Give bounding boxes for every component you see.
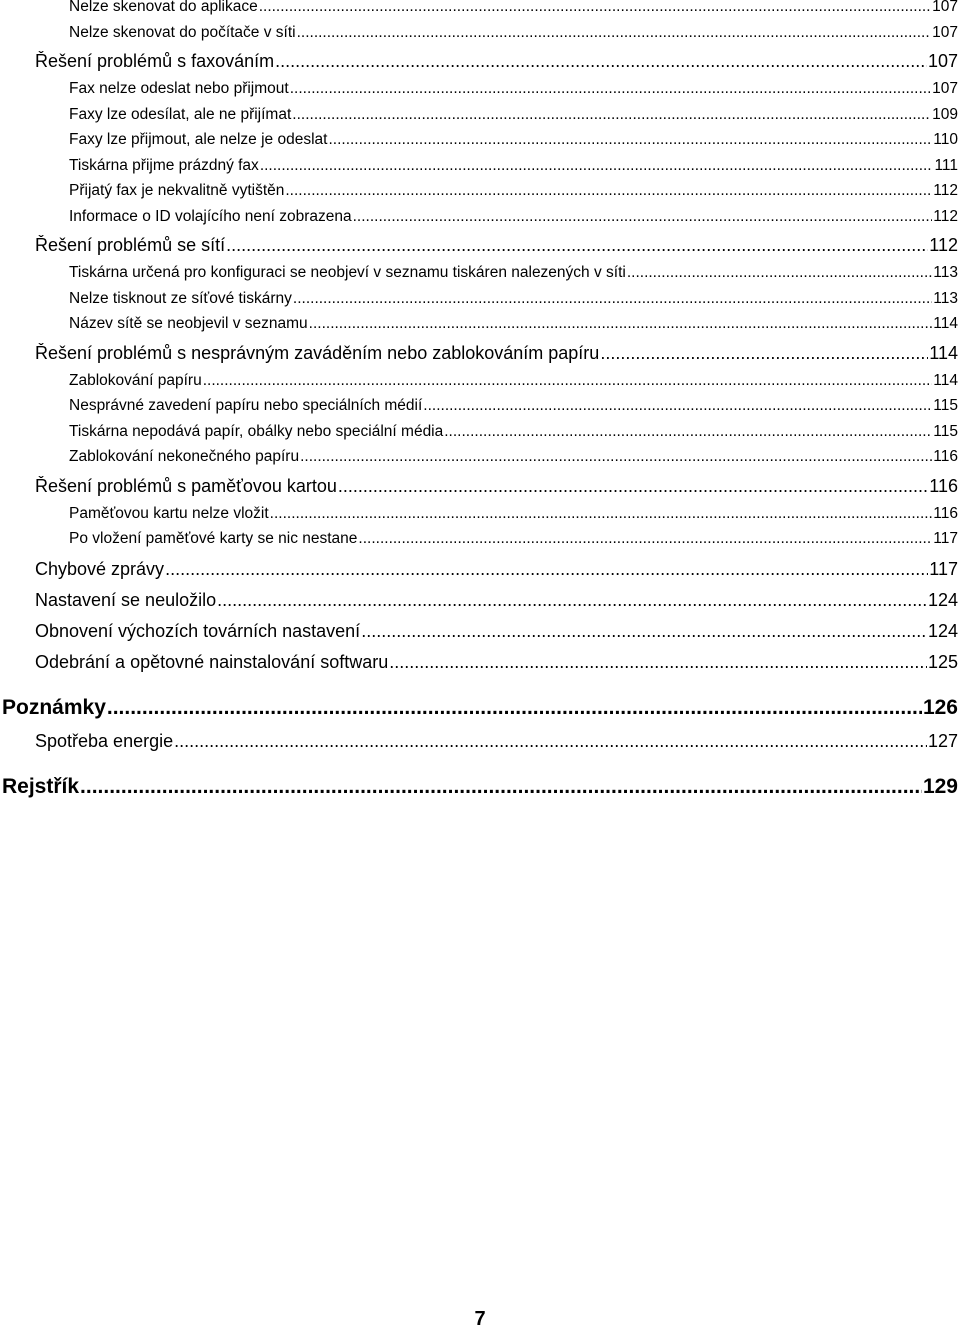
toc-leader-dots	[80, 775, 922, 799]
toc-entry-title: Tiskárna nepodává papír, obálky nebo speciální média	[69, 423, 444, 440]
toc-entry-page: 107	[932, 24, 958, 41]
toc-leader-dots	[174, 731, 927, 752]
toc-entry[interactable]	[69, 106, 958, 124]
toc-leader-dots	[259, 0, 931, 16]
toc-entry-title: Přijatý fax je nekvalitně vytištěn	[69, 182, 285, 199]
toc-leader-dots	[353, 208, 933, 226]
toc-entry-title: Obnovení výchozích továrních nastavení	[35, 621, 361, 641]
toc-leader-dots	[444, 423, 932, 441]
toc-leader-dots	[361, 621, 927, 642]
toc-leader-dots	[309, 315, 933, 333]
toc-entry-title: Spotřeba energie	[35, 731, 174, 751]
toc-leader-dots	[107, 696, 922, 720]
toc-leader-dots	[275, 51, 927, 72]
toc-entry-page: 116	[933, 448, 958, 465]
toc-entry[interactable]	[35, 343, 958, 364]
toc-entry-title: Nelze skenovat do aplikace	[69, 0, 258, 15]
toc-entry-page: 107	[927, 51, 958, 71]
toc-entry-page: 126	[922, 696, 958, 719]
toc-entry-page: 116	[933, 505, 958, 522]
toc-entry-page: 115	[933, 397, 958, 414]
toc-entry-page: 107	[932, 0, 958, 15]
toc-entry-page: 117	[933, 530, 958, 547]
toc-entry-page: 124	[927, 590, 958, 610]
toc-entry-page: 125	[927, 652, 958, 672]
toc-leader-dots	[285, 182, 932, 200]
page-number: 7	[474, 1308, 486, 1330]
toc-entry-title: Řešení problémů s paměťovou kartou	[35, 476, 337, 496]
toc-entry-title: Nastavení se neuložilo	[35, 590, 217, 610]
toc-entry-title: Řešení problémů se sítí	[35, 235, 226, 255]
toc-entry-page: 127	[927, 731, 958, 751]
toc-entry[interactable]	[69, 80, 958, 98]
toc-entry-title: Zablokování papíru	[69, 372, 202, 389]
toc-entry[interactable]	[35, 559, 958, 580]
toc-leader-dots	[270, 505, 933, 523]
toc-entry[interactable]	[69, 157, 958, 175]
toc-entry[interactable]	[35, 51, 958, 72]
toc-entry-title: Nesprávné zavedení papíru nebo speciálních médií	[69, 397, 423, 414]
toc-entry-page: 112	[933, 208, 958, 225]
toc-entry-page: 112	[933, 182, 958, 199]
toc-leader-dots	[226, 235, 928, 256]
toc-leader-dots	[290, 80, 931, 98]
toc-entry-page: 117	[929, 559, 958, 579]
toc-leader-dots	[217, 590, 927, 611]
toc-entry-page: 114	[933, 372, 958, 389]
toc-entry[interactable]	[69, 423, 958, 441]
toc-entry-page: 116	[929, 476, 958, 496]
toc-leader-dots	[600, 343, 928, 364]
toc-entry[interactable]	[35, 235, 958, 256]
toc-entry[interactable]	[35, 476, 958, 497]
toc-entry[interactable]	[69, 505, 958, 523]
toc-entry-title: Fax nelze odeslat nebo přijmout	[69, 80, 289, 97]
toc-leader-dots	[260, 157, 934, 175]
toc-entry[interactable]	[69, 448, 958, 466]
toc-entry-page: 124	[927, 621, 958, 641]
toc-entry-title: Rejstřík	[2, 775, 80, 798]
toc-entry-page: 113	[933, 264, 958, 281]
toc-entry[interactable]	[2, 775, 958, 799]
toc-entry-title: Paměťovou kartu nelze vložit	[69, 505, 269, 522]
toc-entry-title: Faxy lze přijmout, ale nelze je odeslat	[69, 131, 328, 148]
toc-entry-page: 114	[933, 315, 958, 332]
toc-entry-title: Nelze skenovat do počítače v síti	[69, 24, 296, 41]
toc-entry-title: Řešení problémů s nesprávným zaváděním nebo zablokováním papíru	[35, 343, 600, 363]
toc-leader-dots	[423, 397, 932, 415]
toc-entry-page: 129	[922, 775, 958, 798]
toc-entry-page: 107	[932, 80, 958, 97]
toc-entry[interactable]	[69, 397, 958, 415]
toc-entry-title: Po vložení paměťové karty se nic nestane	[69, 530, 358, 547]
toc-entry[interactable]	[35, 652, 958, 673]
toc-entry-title: Poznámky	[2, 696, 106, 719]
toc-entry[interactable]	[69, 530, 958, 548]
toc-entry[interactable]	[69, 0, 958, 16]
toc-entry-page: 114	[929, 343, 958, 363]
toc-leader-dots	[300, 448, 932, 466]
toc-entry[interactable]	[35, 621, 958, 642]
toc-entry-title: Informace o ID volajícího není zobrazena	[69, 208, 352, 225]
toc-entry-title: Tiskárna přijme prázdný fax	[69, 157, 259, 174]
toc-entry-page: 115	[933, 423, 958, 440]
toc-entry-title: Název sítě se neobjevil v seznamu	[69, 315, 308, 332]
toc-entry-title: Chybové zprávy	[35, 559, 165, 579]
toc-entry[interactable]	[69, 182, 958, 200]
toc-entry[interactable]	[69, 315, 958, 333]
toc-leader-dots	[292, 106, 931, 124]
toc-leader-dots	[203, 372, 933, 390]
toc-leader-dots	[338, 476, 928, 497]
toc-entry[interactable]	[35, 590, 958, 611]
toc-leader-dots	[297, 24, 932, 42]
toc-entry-title: Nelze tisknout ze síťové tiskárny	[69, 290, 292, 307]
toc-entry-page: 113	[933, 290, 958, 307]
toc-entry[interactable]	[2, 696, 958, 720]
toc-entry-title: Řešení problémů s faxováním	[35, 51, 275, 71]
toc-leader-dots	[293, 290, 932, 308]
toc-entry[interactable]	[69, 290, 958, 308]
toc-entry-title: Odebrání a opětovné nainstalování softwaru	[35, 652, 389, 672]
toc-entry[interactable]	[69, 208, 958, 226]
toc-leader-dots	[165, 559, 928, 580]
toc-entry[interactable]	[69, 264, 958, 282]
toc-entry[interactable]	[69, 131, 958, 149]
toc-entry[interactable]	[35, 731, 958, 752]
toc-entry[interactable]	[69, 24, 958, 42]
toc-leader-dots	[328, 131, 932, 149]
toc-leader-dots	[627, 264, 932, 282]
toc-leader-dots	[389, 652, 927, 673]
toc-leader-dots	[358, 530, 932, 548]
toc-entry-title: Tiskárna určená pro konfiguraci se neobjeví v seznamu tiskáren nalezených v síti	[69, 264, 626, 281]
toc-entry-title: Zablokování nekonečného papíru	[69, 448, 300, 465]
toc-entry-page: 112	[929, 235, 958, 255]
toc-entry-page: 110	[933, 131, 958, 148]
toc-entry-page: 111	[934, 157, 958, 174]
toc-entry[interactable]	[69, 372, 958, 390]
toc-entry-page: 109	[932, 106, 958, 123]
toc-entry-title: Faxy lze odesílat, ale ne přijímat	[69, 106, 292, 123]
